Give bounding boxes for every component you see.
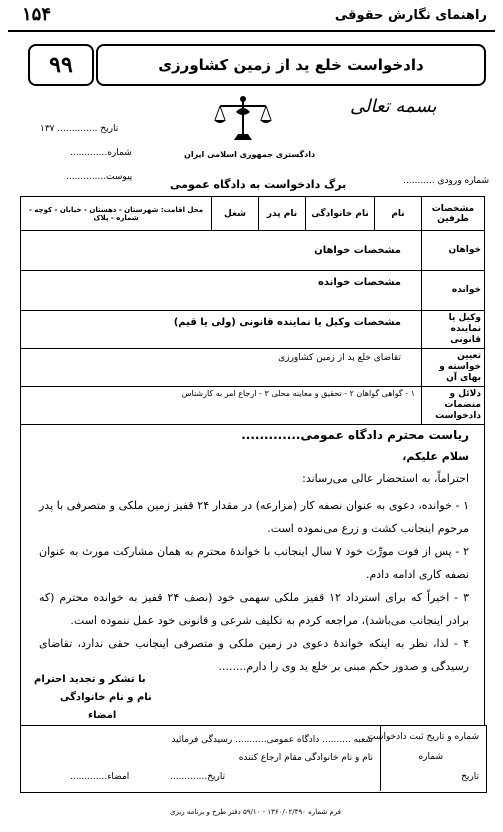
letter-paragraph-4: ۴ - لذا، نظر به اینکه خواندهٔ دعوی در زمین ملکی و متصرفی اینجانب حقی ندارد، تقاضای رسیدگی و صدور حکم مبنی بر خلع ید وی را دارم........ — [39, 637, 469, 673]
letter-paragraph-2: ۲ - پس از فوت مورِّث خود ۷ سال اینجانب با خواندهٔ محترم به همان مشارکت مورث به عنوان نصفه کاری ادامه دادم. — [39, 545, 469, 581]
print-note: فرم شماره ۱۳۶۰/۰۲/۴۹۰ - ۵۹/۱۰ دفتر طرح و برنامه ریزی — [170, 808, 342, 816]
attachment-label: پیوست.............. — [66, 172, 133, 182]
number-label: شماره............. — [70, 148, 132, 158]
row-content: ۱ - گواهی گواهان ۲ - تحقیق و معاینه محلی ۳ - ارجاع امر به کارشناس — [21, 387, 422, 425]
form-number: ۹۹ — [49, 52, 73, 78]
table-row — [21, 231, 485, 271]
date-label: تاریخ .............. ۱۳۷ — [40, 124, 119, 134]
table-row — [21, 311, 485, 349]
header-name: نام — [375, 197, 422, 231]
scales-emblem-icon — [212, 94, 274, 146]
table-header-row — [21, 197, 485, 231]
closing-text: با تشکر و تجدید احترام — [34, 674, 146, 685]
referral-line: نام و نام خانوادگی مقام ارجاع کننده — [238, 753, 373, 763]
letter-paragraph-3: ۳ - اخیراً که برای استرداد ۱۲ قفیز ملکی سهمی خود (نصف ۲۴ قفیز به خوانده محترم (که برادر اینجانب می‌باشد)، مراجعه کردم به تکلیف شرعی و قانونی خود عمل ننموده است. — [39, 591, 469, 627]
row-label: خوانده — [422, 271, 485, 311]
page-number: ۱۵۴ — [22, 4, 52, 25]
name-line: نام و نام خانوادگی — [60, 692, 152, 703]
row-label: دلائل و منضمات دادخواست — [422, 387, 485, 425]
table-row — [21, 387, 485, 425]
header-father: نام پدر — [259, 197, 306, 231]
date-line: تاریخ............. — [170, 772, 226, 782]
header-family: نام خانوادگی — [306, 197, 375, 231]
parties-table — [20, 196, 485, 425]
header-rule — [8, 30, 495, 32]
header-parties: مشخصات طرفین — [422, 197, 485, 231]
running-title: راهنمای نگارش حقوقی — [334, 8, 487, 23]
table-row — [21, 271, 485, 311]
signature-line: امضاء — [88, 710, 117, 721]
branch-line: شعبه .......... دادگاه عمومی........... رسیدگی فرمائید — [171, 735, 373, 745]
letter-greeting: سلام علیکم، — [402, 450, 469, 463]
row-content: مشخصات خواهان — [21, 231, 422, 271]
letter-intro: احتراماً، به استحضار عالی می‌رساند: — [302, 472, 469, 485]
reg-date-label: شماره و تاریخ ثبت دادخواست — [367, 732, 479, 742]
row-content: مشخصات خوانده — [21, 271, 422, 311]
row-label: خواهان — [422, 231, 485, 271]
court-name: دادگستری جمهوری اسلامی ایران — [184, 150, 316, 159]
letter-paragraph-1: ۱ - خوانده، دعوی به عنوان نصفه کار (مزارعه) در مقدار ۲۴ قفیز زمین ملکی و متصرفی با پدر مرحوم اینجانب کشت و زرع می‌نموده است. — [39, 499, 469, 535]
row-label: وکیل یا نماینده قانونی — [422, 311, 485, 349]
form-title-box — [96, 44, 486, 86]
form-title: دادخواست خلع ید از زمین کشاورزی — [158, 56, 424, 74]
row-content: تقاضای خلع ید از زمین کشاورزی — [21, 349, 422, 387]
header-address: محل اقامت: شهرستان - دهستان - خیابان - کوچه - شماره - پلاک — [21, 197, 212, 231]
form-number-box — [28, 44, 94, 86]
sheet-title: برگ دادخواست به دادگاه عمومی — [170, 178, 347, 191]
sign-line: امضاء............. — [70, 772, 130, 782]
besmele-heading: بسمه تعالی — [350, 96, 437, 117]
letter-address: ریاست محترم دادگاه عمومی............. — [241, 428, 469, 442]
header-job: شغل — [212, 197, 259, 231]
reg-date2-label: تاریخ — [461, 772, 479, 782]
table-row — [21, 349, 485, 387]
row-content: مشخصات وکیل یا نماینده قانونی (ولی یا قیم) — [21, 311, 422, 349]
row-label: تعیین خواسته و بهای آن — [422, 349, 485, 387]
entry-number-label: شماره ورودی ........... — [403, 176, 489, 186]
reg-number-label: شماره — [418, 752, 443, 762]
